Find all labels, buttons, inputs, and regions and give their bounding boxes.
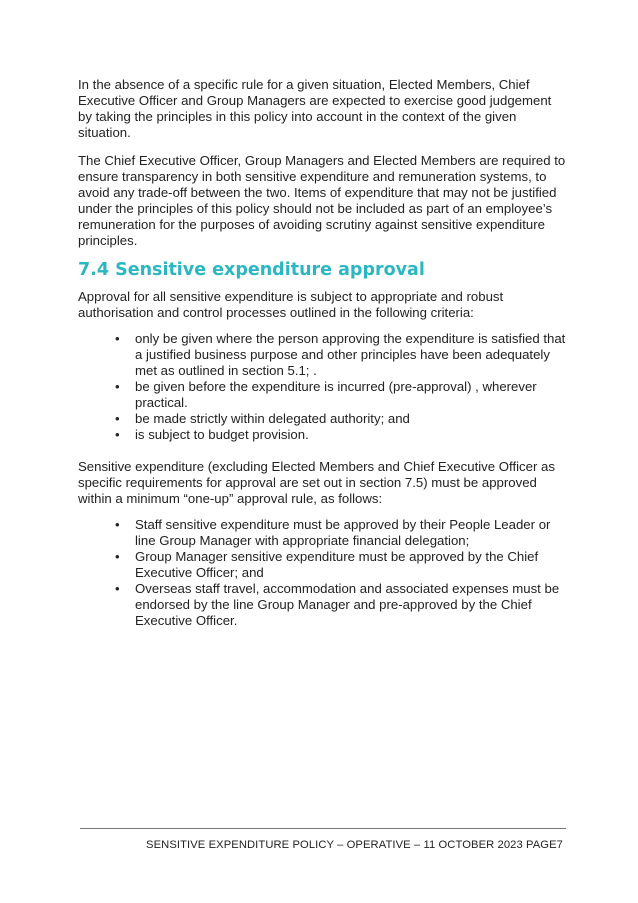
- paragraph-approval: Approval for all sensitive expenditure is subject to appropriate and robust authorisation and control processes outlined in the following criteria:: [78, 289, 504, 320]
- list-item: • Overseas staff travel, accommodation and associated expenses must be endorsed by the line Group Manager and pre-approved by the Chief Executive Officer.: [115, 581, 568, 629]
- paragraph-transparency: The Chief Executive Officer, Group Managers and Elected Members are required to ensure transparency in both sensitive expenditure and remuneration systems, to avoid any trade-off between the two. Items of expenditure that may not be justified under the principles of this policy should not be included as part of an employee’s remuneration for the purposes of avoiding scrutiny against sensitive expenditure principles.: [78, 153, 566, 248]
- document-body: [78, 77, 568, 629]
- list-item: • Group Manager sensitive expenditure must be approved by the Chief Executive Officer; and: [115, 549, 568, 581]
- list-item: • is subject to budget provision.: [115, 427, 568, 443]
- approval-criteria-list: [78, 331, 568, 443]
- paragraph-absence: In the absence of a specific rule for a given situation, Elected Members, Chief Executive Officer and Group Managers are expected to exercise good judgement by taking the principles in this policy into account in the context of the given situation.: [78, 77, 552, 140]
- list-item: • be made strictly within delegated authority; and: [115, 411, 568, 427]
- list-item: • be given before the expenditure is incurred (pre-approval) , wherever practical.: [115, 379, 568, 411]
- paragraph-one-up: Sensitive expenditure (excluding Elected Members and Chief Executive Officer as specific requirements for approval are set out in section 7.5) must be approved within a minimum “one-up” approval rule, as follows:: [78, 459, 555, 506]
- list-item: • only be given where the person approving the expenditure is satisfied that a justified business purpose and other principles have been adequately met as outlined in section 5.1; .: [115, 331, 568, 379]
- list-item: • Staff sensitive expenditure must be approved by their People Leader or line Group Manager with appropriate financial delegation;: [115, 517, 568, 549]
- footer-divider: [80, 828, 566, 829]
- page-footer: SENSITIVE EXPENDITURE POLICY – OPERATIVE – 11 OCTOBER 2023 PAGE7: [146, 839, 563, 851]
- one-up-rules-list: [78, 517, 568, 629]
- section-heading: 7.4 Sensitive expenditure approval: [78, 260, 425, 280]
